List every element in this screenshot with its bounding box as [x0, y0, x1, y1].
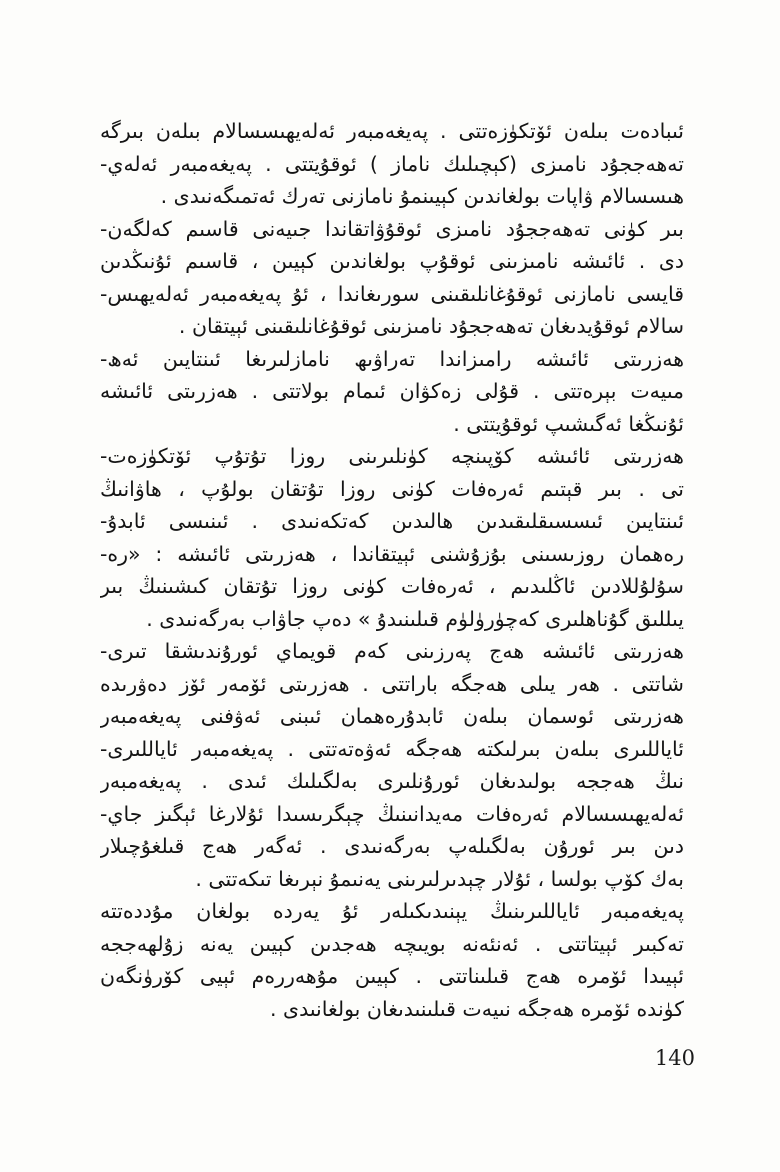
- text-line: ھەزرىتى ئائىشە رامىزاندا تەراۋىھ نامازلىرىغا ئىنتايىن ئەھ-: [100, 346, 684, 371]
- text-line: تەكبىر ئېيتاتتى . ئەنئەنە بويىچە ھەجدىن كېيىن يەنە زۇلھەججە: [100, 931, 684, 956]
- page-number: 140: [654, 1046, 695, 1070]
- text-line: ئىبادەت بىلەن ئۆتكۈزەتتى . پەيغەمبەر ئەلەيھىسسالام بىلەن بىرگە: [100, 119, 684, 143]
- text-line: تەھەججۇد نامىزى (كېچىلىك ناماز ) ئوقۇيتتى . پەيغەمبەر ئەلەي-: [100, 151, 684, 176]
- text-line: ھەزرىتى ئائىشە ھەج پەرزىنى كەم قويماي ئورۇندىشقا تىرى-: [100, 639, 684, 663]
- text-line: ئاياللىرى بىلەن بىرلىكتە ھەجگە ئەۋەتەتتى . پەيغەمبەر ئاياللىرى-: [100, 736, 684, 761]
- text-line: ھەزرىتى ئائىشە كۆپىنچە كۈنلىرىنى روزا تۇتۇپ ئۆتكۈزەت-: [100, 444, 684, 468]
- text-line: قايسى نامازنى ئوقۇغانلىقىنى سورىغاندا ، ئۇ پەيغەمبەر ئەلەيھىس-: [100, 281, 684, 306]
- text-line: مىيەت بېرەتتى . قۇلى زەكۋان ئىمام بولاتتى . ھەزرىتى ئائىشە: [100, 379, 684, 403]
- text-line: دى . ئائىشە نامىزىنى ئوقۇپ بولغاندىن كېيىن ، قاسىم ئۇنىڭدىن: [100, 249, 684, 273]
- text-line: رەھمان روزىسىنى بۇزۇشنى ئېيتقاندا ، ھەزرىتى ئائىشە : «رە-: [100, 541, 684, 566]
- text-line: يىللىق گۇناھلىرى كەچۈرۈلۈم قىلىنىدۇ » دەپ جاۋاب بەرگەنىدى .: [146, 606, 684, 631]
- text-line: تى . بىر قېتىم ئەرەفات كۈنى روزا تۇتقان بولۇپ ، ھاۋانىڭ: [100, 476, 684, 501]
- text-line: كۈندە ئۆمرە ھەجگە نىيەت قىلىنىدىغان بولغانىدى .: [269, 996, 684, 1021]
- text-line: دىن بىر ئورۇن بەلگىلەپ بەرگەنىدى . ئەگەر ھەج قىلغۇچىلار: [100, 834, 684, 858]
- text-line: ئۇنىڭغا ئەگىشىپ ئوقۇيتتى .: [453, 411, 684, 436]
- text-line: شاتتى . ھەر يىلى ھەجگە باراتتى . ھەزرىتى ئۆمەر ئۆز دەۋرىدە: [100, 671, 684, 696]
- body-text: [100, 115, 684, 1025]
- text-line: نىڭ ھەججە بولىدىغان ئورۇنلىرى بەلگىلىك ئىدى . پەيغەمبەر: [100, 769, 684, 793]
- text-line: سالام ئوقۇيدىغان تەھەججۇد نامىزىنى ئوقۇغانلىقىنى ئېيتقان .: [178, 314, 684, 338]
- text-line: سۇلۇللادىن ئاڭلىدىم ، ئەرەفات كۈنى روزا تۇتقان كىشىنىڭ بىر: [100, 574, 684, 598]
- text-line: ھىسسالام ۋاپات بولغاندىن كېيىنمۇ نامازنى تەرك ئەتمىگەنىدى .: [160, 184, 684, 208]
- text-line: بەك كۆپ بولسا ، ئۇلار چېدىرلىرىنى يەنىمۇ نېرىغا تىكەتتى .: [195, 866, 684, 891]
- text-line: ئېيىدا ئۆمرە ھەج قىلىناتتى . كېيىن مۇھەررەم ئېيى كۆرۈنگەن: [100, 964, 684, 988]
- text-line: ھەزرىتى ئوسمان بىلەن ئابدۇرەھمان ئىبنى ئەۋفنى پەيغەمبەر: [100, 704, 684, 728]
- text-line: بىر كۈنى تەھەججۇد نامىزى ئوقۇۋاتقاندا جىيەنى قاسىم كەلگەن-: [100, 216, 684, 241]
- text-line: ئەلەيھىسسالام ئەرەفات مەيدانىنىڭ چېگرىسىدا ئۇلارغا ئېگىز جاي-: [100, 801, 684, 826]
- text-line: ئىنتايىن ئىسسىقلىقىدىن ھالىدىن كەتكەنىدى . ئىنىسى ئابدۇ-: [100, 509, 684, 533]
- text-line: پەيغەمبەر ئاياللىرىنىڭ يېنىدىكىلەر ئۇ يەردە بولغان مۇددەتتە: [100, 899, 684, 923]
